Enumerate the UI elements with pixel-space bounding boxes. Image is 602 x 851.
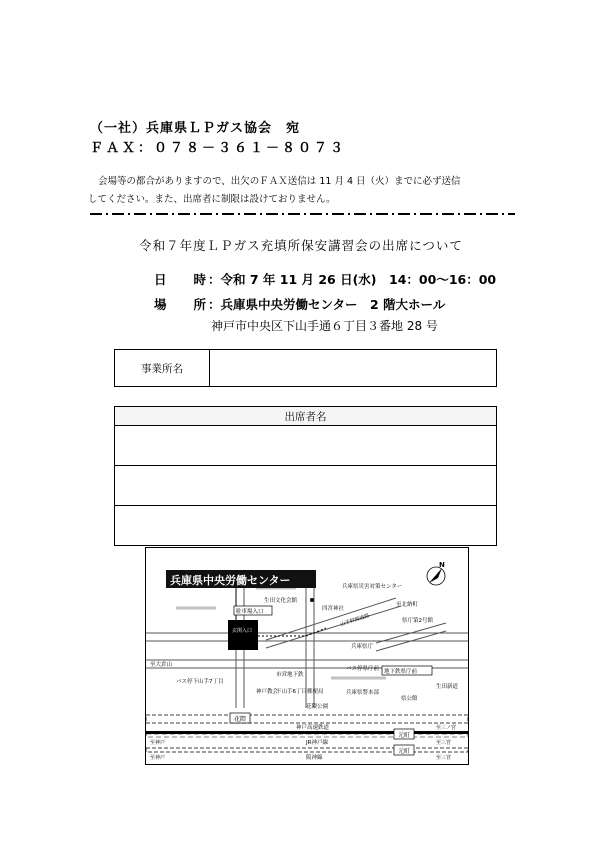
- event-place: [154, 295, 445, 313]
- busstop-shimoyamate-label: バス停下山手7丁目: [176, 679, 224, 685]
- to-kobe-label: 至神戸: [150, 740, 166, 746]
- to-kitanagasa-label: 至北納町: [396, 602, 419, 608]
- place-label: 場 所: [154, 297, 206, 312]
- cut-line: [90, 213, 515, 215]
- disaster-center-label: 兵庫県災害対策センター: [342, 584, 403, 590]
- kobe-church-label: 神戸教会: [256, 689, 279, 695]
- hanshin-line-label: 阪神線: [306, 755, 323, 761]
- place-value: ：兵庫県中央労働センター 2 階大ホール: [208, 297, 446, 312]
- motomachi-station-2-label: 元町: [398, 748, 411, 755]
- parking-label: 駐車場入口: [236, 609, 264, 615]
- ikuta-shindo-label: 生田新道: [436, 684, 459, 690]
- venue-building: [228, 620, 258, 650]
- recipient-heading: （一社）兵庫県ＬＰガス協会 宛: [90, 121, 301, 136]
- office-input[interactable]: [210, 350, 497, 387]
- date-label: 日 時: [154, 272, 206, 287]
- date-value: ：令和 7 年 11 月 26 日(水) 14：00～16：00: [208, 272, 497, 287]
- entrance-label: 玄関入口: [232, 628, 253, 634]
- office-table: [114, 349, 497, 387]
- prefectural-office-2-label: 県庁第2号館: [402, 618, 433, 624]
- map-title: 兵庫県中央労働センター: [170, 574, 291, 587]
- event-date: [154, 270, 496, 288]
- prefectural-office-label: 兵庫県庁: [351, 644, 374, 650]
- notice-line-1: 会場等の都合がありますので、出欠のＦＡＸ送信は 11 月 4 日（火）までに必ず送信: [98, 176, 461, 187]
- office-label: 事業所名: [115, 350, 210, 387]
- to-sannomiya-1-label: 至三ノ宮: [436, 725, 457, 731]
- subway-label: 市営地下鉄: [276, 672, 304, 678]
- to-kobe-2-label: 至神戸: [150, 755, 166, 761]
- attendee-input-3[interactable]: [115, 506, 497, 546]
- to-sannomiya-2-label: 至三宮: [436, 740, 452, 746]
- yamate-road-label: 山手幹線道路: [339, 612, 371, 628]
- hanakuma-park-label: 花隈公園: [306, 704, 329, 710]
- access-map-svg: [146, 548, 468, 764]
- culture-hall-label: 生田文化会館: [264, 598, 298, 604]
- attendee-input-2[interactable]: [115, 466, 497, 506]
- shrine-label: 四宮神社: [322, 606, 345, 612]
- kobe-kosoku-label: 神戸高速鉄道: [296, 725, 330, 731]
- post-office-label: 下山手6丁目郵便局: [276, 689, 324, 695]
- busstop-kencho-label: バス停県庁前: [346, 666, 380, 672]
- attendees-header: 出席者名: [115, 407, 497, 426]
- notice-text: [88, 173, 508, 209]
- police-label: 兵庫県警本部: [346, 690, 380, 696]
- jr-kobe-line-label: JR神戸線: [306, 740, 328, 746]
- motomachi-station-label: 元町: [398, 732, 411, 739]
- access-map: [145, 547, 469, 765]
- north-label: N: [439, 561, 445, 569]
- governor-residence-label: 県公館: [401, 696, 418, 702]
- hanakuma-station-label: 花隈: [234, 716, 247, 723]
- kenchomae-station-label: 地下鉄県庁前: [384, 669, 418, 675]
- attendees-table: [114, 406, 497, 546]
- notice-line-2: してください。また、出席者に制限は設けておりません。: [88, 194, 336, 205]
- north-arrow-icon: [427, 561, 445, 585]
- fax-number: ＦＡＸ：０７８－３６１－８０７３: [90, 141, 347, 156]
- attendee-input-1[interactable]: [115, 426, 497, 466]
- to-sannomiya-3-label: 至三宮: [436, 755, 452, 761]
- document-title: 令和７年度ＬＰガス充填所保安講習会の出席について: [139, 238, 463, 253]
- to-okurayama-label: 至大倉山: [150, 662, 173, 668]
- event-address: 神戸市中央区下山手通６丁目３番地 28 号: [211, 319, 438, 333]
